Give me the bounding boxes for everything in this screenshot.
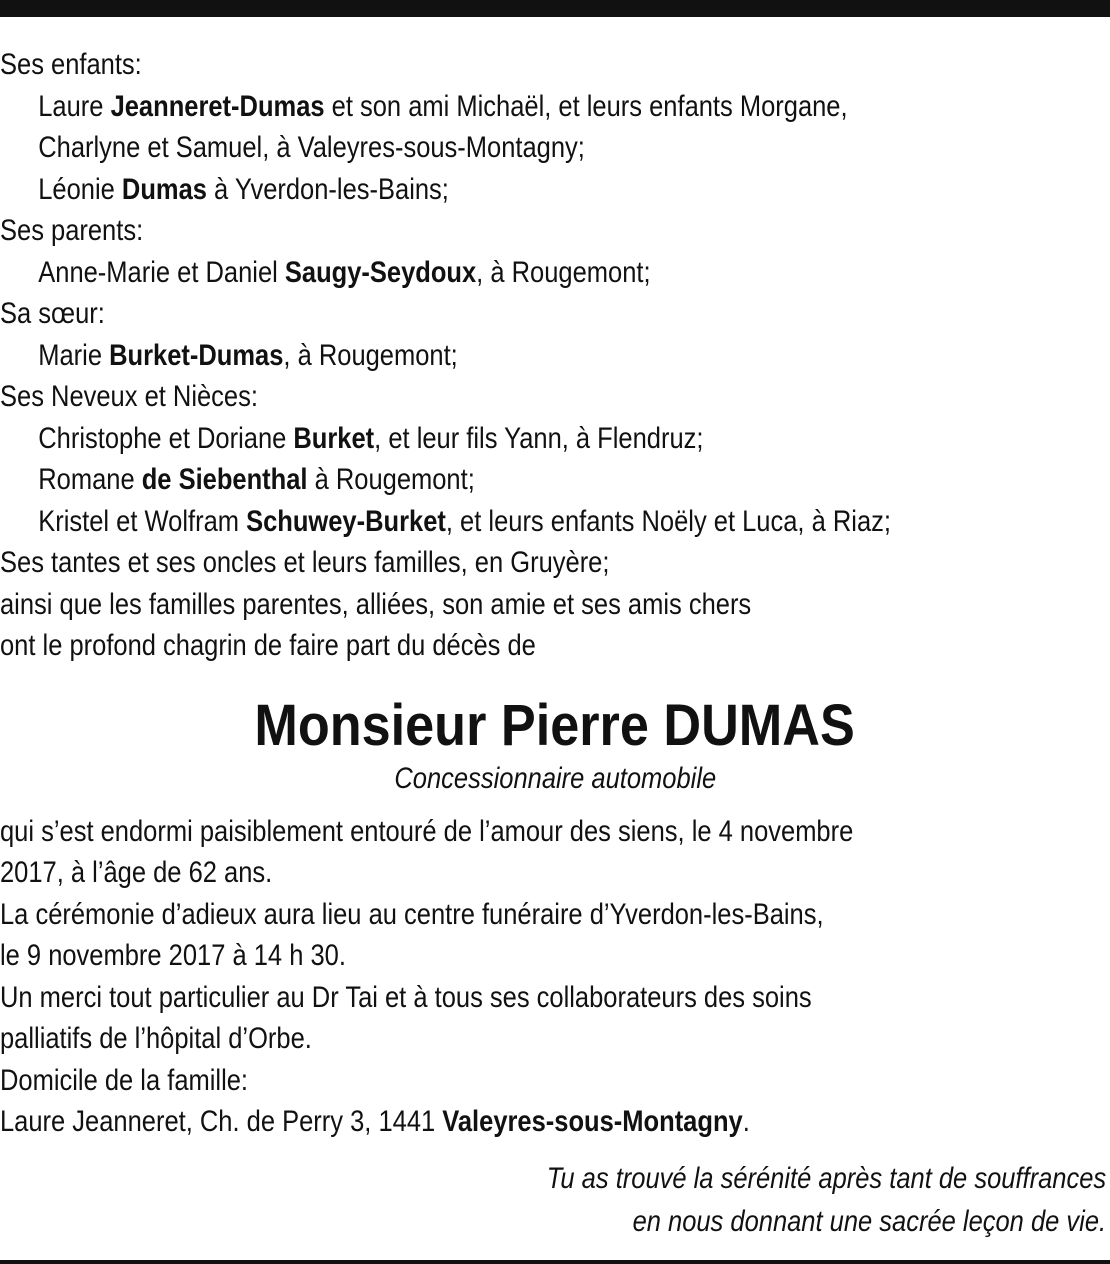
obituary-notice [0,44,1110,1243]
deceased-name [0,693,1110,759]
family-line [0,210,944,252]
family-text: Charlyne et Samuel, à Valeyres-sous-Montagny; [38,131,585,164]
family-line [0,335,944,377]
family-line [0,584,944,626]
body-line: palliatifs de l’hôpital d’Orbe. [0,1022,312,1055]
body-line: le 9 novembre 2017 à 14 h 30. [0,939,346,972]
family-list [0,44,1110,667]
family-text: , et leur fils Yann, à Flendruz; [374,421,704,455]
family-line [0,127,944,169]
family-heading: Ses enfants: [0,48,142,81]
family-line [0,459,944,501]
family-heading: Ses Neveux et Nièces: [0,380,258,413]
family-surname: Saugy-Seydoux [284,255,477,289]
family-line [0,86,944,128]
family-line [0,376,944,418]
family-text: Marie [38,338,110,372]
family-line [0,501,944,543]
family-heading: Ses tantes et ses oncles et leurs familles, en Gruyère; [0,546,610,579]
family-address [0,1101,944,1143]
family-surname: Schuwey-Burket [246,504,446,538]
bottom-border-rule [0,1260,1110,1264]
family-text: Romane [38,463,142,496]
family-surname: de Siebenthal [141,463,308,496]
family-line [0,44,944,86]
family-text: et son ami Michaël, et leurs enfants Morgane, [324,89,848,123]
body-line: 2017, à l’âge de 62 ans. [0,856,273,889]
body-line: Domicile de la famille: [0,1063,249,1097]
family-text: à Rougemont; [307,463,475,496]
family-surname: Burket-Dumas [109,338,284,372]
body-line: qui s’est endormi paisiblement entouré de l’amour des siens, le 4 novembre [0,814,854,848]
address-locality: Valeyres-sous-Montagny [442,1105,743,1138]
family-heading: ont le profond chagrin de faire part du décès de [0,629,536,662]
family-surname: Dumas [121,172,207,206]
family-text: , à Rougemont; [283,338,458,372]
top-border-rule [0,0,1110,17]
family-text: , et leurs enfants Noëly et Luca, à Riaz; [445,504,891,538]
family-text: , à Rougemont; [476,255,651,289]
family-line [0,625,944,667]
quote-line [0,1200,1110,1243]
quote-line [0,1157,1110,1200]
family-line [0,418,944,460]
family-text: Laure [38,89,111,123]
family-text: Kristel et Wolfram [38,504,247,538]
deceased-occupation [0,759,1110,799]
family-heading: Ses parents: [0,214,144,247]
family-text: à Yverdon-les-Bains; [206,172,449,206]
family-line [0,293,944,335]
quote-text: en nous donnant une sacrée leçon de vie. [632,1204,1106,1238]
family-line [0,169,944,211]
family-line [0,252,944,294]
deceased-name-text: Monsieur Pierre DUMAS [254,692,856,758]
closing-quote [0,1157,1110,1243]
family-heading: Sa sœur: [0,297,105,330]
quote-text: Tu as trouvé la sérénité après tant de souffrances [546,1161,1106,1195]
family-line [0,542,944,584]
family-heading: ainsi que les familles parentes, alliées, son amie et ses amis chers [0,587,752,621]
address-text: . [742,1105,750,1138]
family-text: Léonie [38,172,122,206]
family-surname: Burket [293,421,375,455]
announcement-body [0,811,1110,1143]
family-text: Christophe et Doriane [38,421,294,455]
deceased-occupation-text: Concessionnaire automobile [394,761,716,795]
family-surname: Jeanneret-Dumas [110,89,325,123]
body-line: Un merci tout particulier au Dr Tai et à tous ses collaborateurs des soins [0,980,812,1014]
address-text: Laure Jeanneret, Ch. de Perry 3, 1441 [0,1105,443,1138]
family-text: Anne-Marie et Daniel [38,255,285,289]
body-line: La cérémonie d’adieux aura lieu au centre funéraire d’Yverdon-les-Bains, [0,897,824,931]
